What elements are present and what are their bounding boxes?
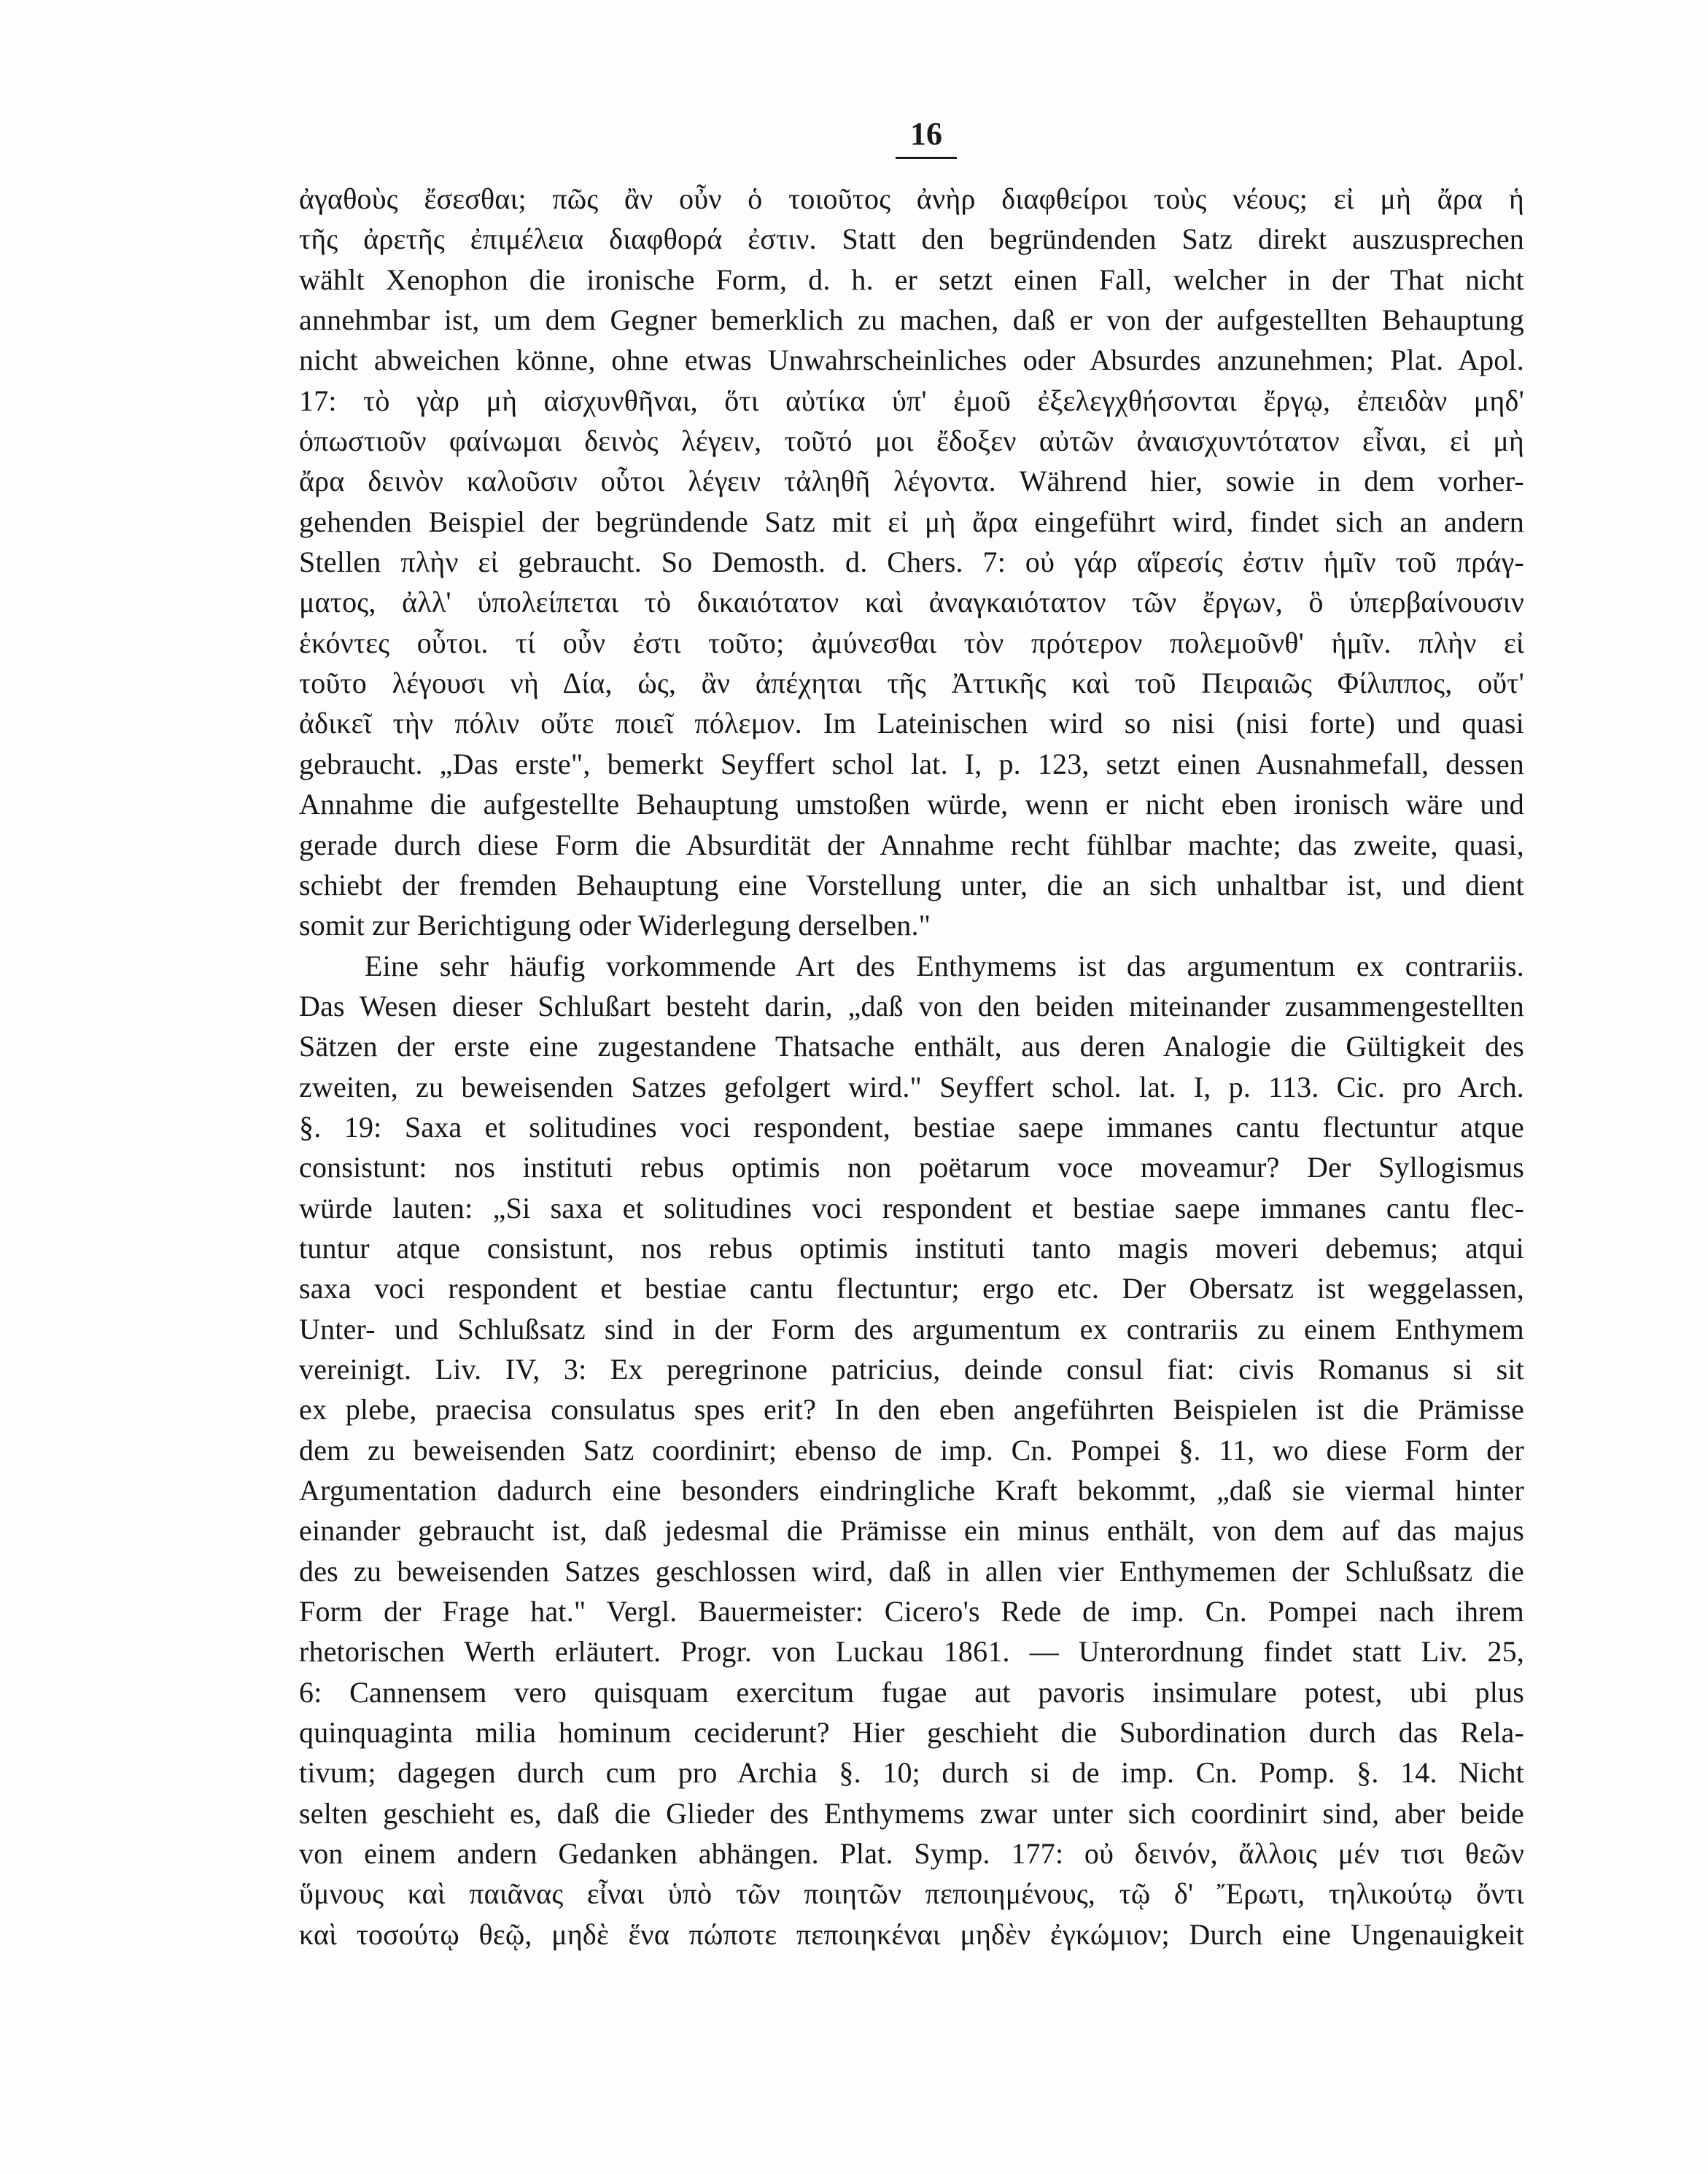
text-line: ex plebe, praecisa consulatus spes erit? In den eben angeführten Beispielen ist die Prämisse: [299, 1393, 1524, 1426]
page-number-area: [861, 115, 992, 159]
text-line: 6: Cannensem vero quisquam exercitum fugae aut pavoris insimulare potest, ubi plus: [299, 1675, 1524, 1709]
text-line: dem zu beweisenden Satz coordinirt; ebenso de imp. Cn. Pompei §. 11, wo diese Form der: [299, 1433, 1524, 1467]
text-line: ὁπωστιοῦν φαίνωμαι δεινὸς λέγειν, τοῦτό μοι ἔδοξεν αὐτῶν ἀναισχυντότατον εἶναι, εἰ μὴ: [299, 424, 1524, 458]
text-line: tuntur atque consistunt, nos rebus optimis instituti tanto magis moveri debemus; atqui: [299, 1231, 1524, 1265]
text-line: saxa voci respondent et bestiae cantu flectuntur; ergo etc. Der Obersatz ist weggelassen,: [299, 1272, 1524, 1305]
text-line: einander gebraucht ist, daß jedesmal die Prämisse ein minus enthält, von dem auf das majus: [299, 1514, 1524, 1548]
text-line: ἀγαθοὺς ἔσεσθαι; πῶς ἂν οὖν ὁ τοιοῦτος ἀνὴρ διαφθείροι τοὺς νέους; εἰ μὴ ἄρα ἡ: [299, 182, 1524, 215]
text-line: annehmbar ist, um dem Gegner bemerklich zu machen, daß er von der aufgestellten Behauptung: [299, 303, 1524, 337]
text-line: gehenden Beispiel der begründende Satz mit εἰ μὴ ἄρα eingeführt wird, findet sich an andern: [299, 505, 1524, 538]
text-line: rhetorischen Werth erläutert. Progr. von Luckau 1861. — Unterordnung findet statt Liv. 25,: [299, 1635, 1524, 1669]
text-line: Sätzen der erste eine zugestandene Thatsache enthält, aus deren Analogie die Gültigkeit des: [299, 1030, 1524, 1063]
text-line: tivum; dagegen durch cum pro Archia §. 10; durch si de imp. Cn. Pomp. §. 14. Nicht: [299, 1756, 1524, 1790]
text-line: des zu beweisenden Satzes geschlossen wird, daß in allen vier Enthymemen der Schlußsatz die: [299, 1554, 1524, 1588]
text-line: Form der Frage hat." Vergl. Bauermeister: Cicero's Rede de imp. Cn. Pompei nach ihrem: [299, 1595, 1524, 1628]
text-line: von einem andern Gedanken abhängen. Plat. Symp. 177: οὐ δεινόν, ἄλλοις μέν τισι θεῶν: [299, 1837, 1524, 1871]
text-line: gebraucht. „Das erste", bemerkt Seyffert schol lat. I, p. 123, setzt einen Ausnahmefall, dessen: [299, 747, 1524, 780]
text-line: ἄρα δεινὸν καλοῦσιν οὗτοι λέγειν τἀληθῆ λέγοντα. Während hier, sowie in dem vorher-: [299, 465, 1524, 498]
text-line: τοῦτο λέγουσι νὴ Δία, ὡς, ἂν ἀπέχηται τῆς Ἀττικῆς καὶ τοῦ Πειραιῶς Φίλιππος, οὔτ': [299, 667, 1524, 700]
text-line: ἑκόντες οὗτοι. τί οὖν ἐστι τοῦτο; ἀμύνεσθαι τὸν πρότερον πολεμοῦνθ' ἡμῖν. πλὴν εἰ: [299, 626, 1524, 659]
text-line: Eine sehr häufig vorkommende Art des Enthymems ist das argumentum ex contrariis.: [365, 949, 1524, 982]
text-line: quinquaginta milia hominum ceciderunt? Hier geschieht die Subordination durch das Rela-: [299, 1716, 1524, 1750]
text-line: zweiten, zu beweisenden Satzes gefolgert wird." Seyffert schol. lat. I, p. 113. Cic. pro Arch.: [299, 1070, 1524, 1103]
text-line: Argumentation dadurch eine besonders eindringliche Kraft bekommt, „daß sie viermal hinter: [299, 1474, 1524, 1507]
text-line: ὕμνους καὶ παιᾶνας εἶναι ὑπὸ τῶν ποιητῶν πεποιημένους, τῷ δ' Ἔρωτι, τηλικούτῳ ὄντι: [299, 1877, 1524, 1911]
text-line: Stellen πλὴν εἰ gebraucht. So Demosth. d. Chers. 7: οὐ γάρ αἵρεσίς ἐστιν ἡμῖν τοῦ πράγ-: [299, 546, 1524, 579]
paragraph-1: [299, 179, 1524, 946]
text-line: vereinigt. Liv. IV, 3: Ex peregrinone patricius, deinde consul fiat: civis Romanus si sit: [299, 1352, 1524, 1386]
text-line: τῆς ἀρετῆς ἐπιμέλεια διαφθορά ἐστιν. Statt den begründenden Satz direkt auszusprechen: [299, 222, 1524, 256]
paragraph-2: [299, 946, 1524, 1955]
body-text: [299, 179, 1524, 1954]
text-line: καὶ τοσούτῳ θεῷ, μηδὲ ἕνα πώποτε πεποιηκέναι μηδὲν ἐγκώμιον; Durch eine Ungenauigkeit: [299, 1917, 1524, 1951]
text-line: 17: τὸ γὰρ μὴ αἰσχυνθῆναι, ὅτι αὐτίκα ὑπ' ἐμοῦ ἐξελεγχθήσονται ἔργῳ, ἐπειδὰν μηδ': [299, 384, 1524, 417]
text-line: §. 19: Saxa et solitudines voci respondent, bestiae saepe immanes cantu flectuntur atque: [299, 1110, 1524, 1144]
text-line: würde lauten: „Si saxa et solitudines voci respondent et bestiae saepe immanes cantu flec-: [299, 1191, 1524, 1224]
text-line: schiebt der fremden Behauptung eine Vorstellung unter, die an sich unhaltbar ist, und dient: [299, 868, 1524, 901]
text-line: selten geschieht es, daß die Glieder des Enthymems zwar unter sich coordinirt sind, aber beide: [299, 1796, 1524, 1830]
text-line: somit zur Berichtigung oder Widerlegung derselben.": [299, 909, 931, 942]
text-line: gerade durch diese Form die Absurdität der Annahme recht fühlbar machte; das zweite, quasi,: [299, 828, 1524, 861]
text-line: ἀδικεῖ τὴν πόλιν οὔτε ποιεῖ πόλεμον. Im Lateinischen wird so nisi (nisi forte) und quasi: [299, 707, 1524, 740]
text-line: Unter- und Schlußsatz sind in der Form des argumentum ex contrariis zu einem Enthymem: [299, 1312, 1524, 1346]
text-line: ματος, ἀλλ' ὑπολείπεται τὸ δικαιότατον καὶ ἀναγκαιότατον τῶν ἔργων, ὃ ὑπερβαίνουσιν: [299, 586, 1524, 619]
text-line: Annahme die aufgestellte Behauptung umstoßen würde, wenn er nicht eben ironisch wäre und: [299, 788, 1524, 821]
text-line: consistunt: nos instituti rebus optimis non poëtarum voce moveamur? Der Syllogismus: [299, 1151, 1524, 1184]
text-line: nicht abweichen könne, ohne etwas Unwahrscheinliches oder Absurdes anzunehmen; Plat. Apol.: [299, 343, 1524, 377]
text-line: wählt Xenophon die ironische Form, d. h. er setzt einen Fall, welcher in der That nicht: [299, 263, 1524, 296]
page-number: 16: [896, 115, 957, 159]
text-line: Das Wesen dieser Schlußart besteht darin, „daß von den beiden miteinander zusammengestellten: [299, 989, 1524, 1022]
